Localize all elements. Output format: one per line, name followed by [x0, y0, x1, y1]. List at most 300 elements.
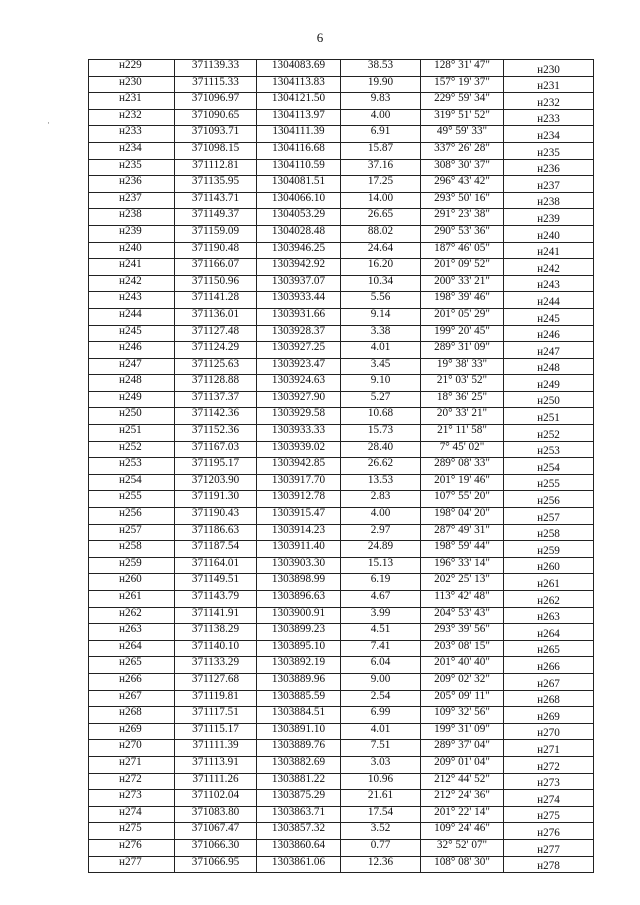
table-row — [89, 192, 594, 209]
distance-cell: 5.27 — [341, 391, 421, 408]
bearing-cell: 289° 08' 33" — [421, 458, 504, 475]
distance-cell: 38.53 — [341, 60, 421, 77]
x-coordinate-cell: 371115.33 — [175, 76, 257, 93]
table-row — [89, 707, 594, 724]
y-coordinate-cell: 1303875.29 — [257, 790, 341, 807]
next-point-cell: н234 — [504, 126, 594, 143]
y-coordinate-cell: 1303889.76 — [257, 740, 341, 757]
point-id-cell: н243 — [89, 292, 175, 309]
table-row — [89, 159, 594, 176]
point-id-cell: н268 — [89, 707, 175, 724]
x-coordinate-cell: 371133.29 — [175, 657, 257, 674]
bearing-cell: 7° 45' 02" — [421, 441, 504, 458]
y-coordinate-cell: 1304053.29 — [257, 209, 341, 226]
distance-cell: 5.56 — [341, 292, 421, 309]
x-coordinate-cell: 371136.01 — [175, 308, 257, 325]
bearing-cell: 32° 52' 07" — [421, 839, 504, 856]
distance-cell: 9.14 — [341, 308, 421, 325]
x-coordinate-cell: 371150.96 — [175, 275, 257, 292]
distance-cell: 4.67 — [341, 591, 421, 608]
table-row — [89, 325, 594, 342]
x-coordinate-cell: 371067.47 — [175, 823, 257, 840]
x-coordinate-cell: 371135.95 — [175, 176, 257, 193]
next-point-cell: н230 — [504, 60, 594, 77]
distance-cell: 14.00 — [341, 192, 421, 209]
x-coordinate-cell: 371159.09 — [175, 225, 257, 242]
table-row — [89, 773, 594, 790]
table-row — [89, 607, 594, 624]
point-id-cell: н269 — [89, 723, 175, 740]
bearing-cell: 202° 25' 13" — [421, 574, 504, 591]
next-point-cell: н269 — [504, 707, 594, 724]
distance-cell: 24.64 — [341, 242, 421, 259]
bearing-cell: 113° 42' 48" — [421, 591, 504, 608]
bearing-cell: 187° 46' 05" — [421, 242, 504, 259]
x-coordinate-cell: 371190.43 — [175, 508, 257, 525]
point-id-cell: н267 — [89, 690, 175, 707]
table-row — [89, 60, 594, 77]
next-point-cell: н258 — [504, 524, 594, 541]
x-coordinate-cell: 371066.30 — [175, 839, 257, 856]
table-row — [89, 557, 594, 574]
y-coordinate-cell: 1304113.83 — [257, 76, 341, 93]
x-coordinate-cell: 371142.36 — [175, 408, 257, 425]
x-coordinate-cell: 371102.04 — [175, 790, 257, 807]
x-coordinate-cell: 371119.81 — [175, 690, 257, 707]
point-id-cell: н274 — [89, 806, 175, 823]
y-coordinate-cell: 1303917.70 — [257, 474, 341, 491]
point-id-cell: н247 — [89, 358, 175, 375]
next-point-cell: н238 — [504, 192, 594, 209]
y-coordinate-cell: 1303889.96 — [257, 673, 341, 690]
point-id-cell: н241 — [89, 259, 175, 276]
x-coordinate-cell: 371149.51 — [175, 574, 257, 591]
next-point-cell: н232 — [504, 93, 594, 110]
y-coordinate-cell: 1303931.66 — [257, 308, 341, 325]
x-coordinate-cell: 371125.63 — [175, 358, 257, 375]
table-row — [89, 673, 594, 690]
table-row — [89, 541, 594, 558]
coordinates-table — [88, 59, 594, 873]
y-coordinate-cell: 1303939.02 — [257, 441, 341, 458]
table-row — [89, 308, 594, 325]
distance-cell: 2.54 — [341, 690, 421, 707]
next-point-cell: н278 — [504, 856, 594, 873]
y-coordinate-cell: 1303899.23 — [257, 624, 341, 641]
y-coordinate-cell: 1304116.68 — [257, 142, 341, 159]
table-row — [89, 591, 594, 608]
point-id-cell: н259 — [89, 557, 175, 574]
y-coordinate-cell: 1303923.47 — [257, 358, 341, 375]
point-id-cell: н276 — [89, 839, 175, 856]
x-coordinate-cell: 371111.26 — [175, 773, 257, 790]
x-coordinate-cell: 371066.95 — [175, 856, 257, 873]
next-point-cell: н249 — [504, 375, 594, 392]
x-coordinate-cell: 371143.71 — [175, 192, 257, 209]
point-id-cell: н272 — [89, 773, 175, 790]
distance-cell: 7.41 — [341, 640, 421, 657]
table-row — [89, 76, 594, 93]
next-point-cell: н257 — [504, 508, 594, 525]
bearing-cell: 293° 39' 56" — [421, 624, 504, 641]
bearing-cell: 157° 19' 37" — [421, 76, 504, 93]
table-row — [89, 342, 594, 359]
next-point-cell: н263 — [504, 607, 594, 624]
bearing-cell: 209° 02' 32" — [421, 673, 504, 690]
table-row — [89, 441, 594, 458]
next-point-cell: н242 — [504, 259, 594, 276]
distance-cell: 37.16 — [341, 159, 421, 176]
bearing-cell: 109° 24' 46" — [421, 823, 504, 840]
x-coordinate-cell: 371113.91 — [175, 756, 257, 773]
distance-cell: 3.99 — [341, 607, 421, 624]
table-row — [89, 408, 594, 425]
bearing-cell: 201° 19' 46" — [421, 474, 504, 491]
point-id-cell: н242 — [89, 275, 175, 292]
bearing-cell: 290° 53' 36" — [421, 225, 504, 242]
bearing-cell: 199° 31' 09" — [421, 723, 504, 740]
y-coordinate-cell: 1303933.33 — [257, 425, 341, 442]
y-coordinate-cell: 1303915.47 — [257, 508, 341, 525]
bearing-cell: 109° 32' 56" — [421, 707, 504, 724]
y-coordinate-cell: 1303927.90 — [257, 391, 341, 408]
next-point-cell: н252 — [504, 425, 594, 442]
y-coordinate-cell: 1304081.51 — [257, 176, 341, 193]
point-id-cell: н266 — [89, 673, 175, 690]
y-coordinate-cell: 1303896.63 — [257, 591, 341, 608]
distance-cell: 26.65 — [341, 209, 421, 226]
point-id-cell: н270 — [89, 740, 175, 757]
next-point-cell: н240 — [504, 225, 594, 242]
distance-cell: 3.03 — [341, 756, 421, 773]
point-id-cell: н232 — [89, 109, 175, 126]
table-row — [89, 574, 594, 591]
next-point-cell: н239 — [504, 209, 594, 226]
bearing-cell: 296° 43' 42" — [421, 176, 504, 193]
bearing-cell: 205° 09' 11" — [421, 690, 504, 707]
distance-cell: 4.00 — [341, 508, 421, 525]
y-coordinate-cell: 1303885.59 — [257, 690, 341, 707]
next-point-cell: н246 — [504, 325, 594, 342]
bearing-cell: 201° 40' 40" — [421, 657, 504, 674]
table-row — [89, 109, 594, 126]
y-coordinate-cell: 1303937.07 — [257, 275, 341, 292]
table-row — [89, 524, 594, 541]
bearing-cell: 200° 33' 21" — [421, 275, 504, 292]
point-id-cell: н244 — [89, 308, 175, 325]
x-coordinate-cell: 371096.97 — [175, 93, 257, 110]
table-row — [89, 806, 594, 823]
point-id-cell: н234 — [89, 142, 175, 159]
x-coordinate-cell: 371124.29 — [175, 342, 257, 359]
distance-cell: 15.87 — [341, 142, 421, 159]
x-coordinate-cell: 371152.36 — [175, 425, 257, 442]
bearing-cell: 128° 31' 47" — [421, 60, 504, 77]
y-coordinate-cell: 1303898.99 — [257, 574, 341, 591]
point-id-cell: н252 — [89, 441, 175, 458]
table-row — [89, 225, 594, 242]
next-point-cell: н268 — [504, 690, 594, 707]
bearing-cell: 19° 38' 33" — [421, 358, 504, 375]
bearing-cell: 289° 31' 09" — [421, 342, 504, 359]
next-point-cell: н253 — [504, 441, 594, 458]
next-point-cell: н261 — [504, 574, 594, 591]
bearing-cell: 308° 30' 37" — [421, 159, 504, 176]
next-point-cell: н256 — [504, 491, 594, 508]
y-coordinate-cell: 1303861.06 — [257, 856, 341, 873]
point-id-cell: н248 — [89, 375, 175, 392]
table-row — [89, 508, 594, 525]
point-id-cell: н246 — [89, 342, 175, 359]
x-coordinate-cell: 371166.07 — [175, 259, 257, 276]
distance-cell: 26.62 — [341, 458, 421, 475]
next-point-cell: н265 — [504, 640, 594, 657]
table-row — [89, 740, 594, 757]
distance-cell: 0.77 — [341, 839, 421, 856]
table-row — [89, 142, 594, 159]
next-point-cell: н241 — [504, 242, 594, 259]
x-coordinate-cell: 371112.81 — [175, 159, 257, 176]
x-coordinate-cell: 371140.10 — [175, 640, 257, 657]
point-id-cell: н261 — [89, 591, 175, 608]
distance-cell: 9.10 — [341, 375, 421, 392]
next-point-cell: н251 — [504, 408, 594, 425]
distance-cell: 4.01 — [341, 342, 421, 359]
y-coordinate-cell: 1303924.63 — [257, 375, 341, 392]
y-coordinate-cell: 1303927.25 — [257, 342, 341, 359]
bearing-cell: 229° 59' 34" — [421, 93, 504, 110]
y-coordinate-cell: 1303881.22 — [257, 773, 341, 790]
table-row — [89, 259, 594, 276]
next-point-cell: н236 — [504, 159, 594, 176]
distance-cell: 88.02 — [341, 225, 421, 242]
y-coordinate-cell: 1303857.32 — [257, 823, 341, 840]
table-row — [89, 391, 594, 408]
table-row — [89, 425, 594, 442]
x-coordinate-cell: 371127.68 — [175, 673, 257, 690]
next-point-cell: н254 — [504, 458, 594, 475]
point-id-cell: н273 — [89, 790, 175, 807]
x-coordinate-cell: 371139.33 — [175, 60, 257, 77]
distance-cell: 10.96 — [341, 773, 421, 790]
bearing-cell: 21° 11' 58" — [421, 425, 504, 442]
distance-cell: 9.83 — [341, 93, 421, 110]
point-id-cell: н231 — [89, 93, 175, 110]
point-id-cell: н249 — [89, 391, 175, 408]
x-coordinate-cell: 371143.79 — [175, 591, 257, 608]
distance-cell: 2.83 — [341, 491, 421, 508]
distance-cell: 4.51 — [341, 624, 421, 641]
point-id-cell: н230 — [89, 76, 175, 93]
next-point-cell: н276 — [504, 823, 594, 840]
x-coordinate-cell: 371138.29 — [175, 624, 257, 641]
point-id-cell: н275 — [89, 823, 175, 840]
point-id-cell: н256 — [89, 508, 175, 525]
table-row — [89, 474, 594, 491]
x-coordinate-cell: 371187.54 — [175, 541, 257, 558]
y-coordinate-cell: 1303929.58 — [257, 408, 341, 425]
point-id-cell: н237 — [89, 192, 175, 209]
distance-cell: 28.40 — [341, 441, 421, 458]
next-point-cell: н275 — [504, 806, 594, 823]
x-coordinate-cell: 371164.01 — [175, 557, 257, 574]
next-point-cell: н274 — [504, 790, 594, 807]
y-coordinate-cell: 1303863.71 — [257, 806, 341, 823]
x-coordinate-cell: 371137.37 — [175, 391, 257, 408]
point-id-cell: н236 — [89, 176, 175, 193]
y-coordinate-cell: 1303860.64 — [257, 839, 341, 856]
next-point-cell: н277 — [504, 839, 594, 856]
point-id-cell: н265 — [89, 657, 175, 674]
next-point-cell: н271 — [504, 740, 594, 757]
table-row — [89, 657, 594, 674]
table-row — [89, 176, 594, 193]
next-point-cell: н267 — [504, 673, 594, 690]
bearing-cell: 108° 08' 30" — [421, 856, 504, 873]
y-coordinate-cell: 1303942.85 — [257, 458, 341, 475]
bearing-cell: 201° 22' 14" — [421, 806, 504, 823]
x-coordinate-cell: 371195.17 — [175, 458, 257, 475]
y-coordinate-cell: 1304113.97 — [257, 109, 341, 126]
next-point-cell: н245 — [504, 308, 594, 325]
table-row — [89, 275, 594, 292]
distance-cell: 17.25 — [341, 176, 421, 193]
coordinates-table-body — [89, 60, 594, 873]
table-row — [89, 458, 594, 475]
y-coordinate-cell: 1303914.23 — [257, 524, 341, 541]
distance-cell: 15.13 — [341, 557, 421, 574]
next-point-cell: н235 — [504, 142, 594, 159]
next-point-cell: н264 — [504, 624, 594, 641]
y-coordinate-cell: 1303900.91 — [257, 607, 341, 624]
table-row — [89, 292, 594, 309]
point-id-cell: н245 — [89, 325, 175, 342]
x-coordinate-cell: 371149.37 — [175, 209, 257, 226]
y-coordinate-cell: 1303895.10 — [257, 640, 341, 657]
distance-cell: 3.45 — [341, 358, 421, 375]
distance-cell: 9.00 — [341, 673, 421, 690]
next-point-cell: н237 — [504, 176, 594, 193]
y-coordinate-cell: 1303942.92 — [257, 259, 341, 276]
bearing-cell: 198° 39' 46" — [421, 292, 504, 309]
bearing-cell: 204° 53' 43" — [421, 607, 504, 624]
bearing-cell: 199° 20' 45" — [421, 325, 504, 342]
x-coordinate-cell: 371111.39 — [175, 740, 257, 757]
y-coordinate-cell: 1303884.51 — [257, 707, 341, 724]
distance-cell: 19.90 — [341, 76, 421, 93]
next-point-cell: н244 — [504, 292, 594, 309]
y-coordinate-cell: 1304121.50 — [257, 93, 341, 110]
y-coordinate-cell: 1303933.44 — [257, 292, 341, 309]
x-coordinate-cell: 371083.80 — [175, 806, 257, 823]
x-coordinate-cell: 371098.15 — [175, 142, 257, 159]
distance-cell: 15.73 — [341, 425, 421, 442]
y-coordinate-cell: 1303882.69 — [257, 756, 341, 773]
distance-cell: 6.99 — [341, 707, 421, 724]
bearing-cell: 209° 01' 04" — [421, 756, 504, 773]
bearing-cell: 201° 09' 52" — [421, 259, 504, 276]
distance-cell: 3.52 — [341, 823, 421, 840]
point-id-cell: н240 — [89, 242, 175, 259]
point-id-cell: н257 — [89, 524, 175, 541]
x-coordinate-cell: 371093.71 — [175, 126, 257, 143]
bearing-cell: 319° 51' 52" — [421, 109, 504, 126]
next-point-cell: н247 — [504, 342, 594, 359]
bearing-cell: 196° 33' 14" — [421, 557, 504, 574]
table-row — [89, 856, 594, 873]
next-point-cell: н262 — [504, 591, 594, 608]
page-number: 6 — [316, 30, 324, 45]
bearing-cell: 21° 03' 52" — [421, 375, 504, 392]
point-id-cell: н255 — [89, 491, 175, 508]
margin-mark: · — [47, 118, 50, 128]
next-point-cell: н243 — [504, 275, 594, 292]
table-row — [89, 640, 594, 657]
bearing-cell: 337° 26' 28" — [421, 142, 504, 159]
x-coordinate-cell: 371203.90 — [175, 474, 257, 491]
distance-cell: 6.04 — [341, 657, 421, 674]
table-row — [89, 839, 594, 856]
table-row — [89, 242, 594, 259]
distance-cell: 24.89 — [341, 541, 421, 558]
y-coordinate-cell: 1303892.19 — [257, 657, 341, 674]
distance-cell: 2.97 — [341, 524, 421, 541]
y-coordinate-cell: 1304028.48 — [257, 225, 341, 242]
bearing-cell: 107° 55' 20" — [421, 491, 504, 508]
table-row — [89, 375, 594, 392]
point-id-cell: н251 — [89, 425, 175, 442]
x-coordinate-cell: 371191.30 — [175, 491, 257, 508]
bearing-cell: 291° 23' 38" — [421, 209, 504, 226]
distance-cell: 4.00 — [341, 109, 421, 126]
y-coordinate-cell: 1303911.40 — [257, 541, 341, 558]
y-coordinate-cell: 1303928.37 — [257, 325, 341, 342]
point-id-cell: н238 — [89, 209, 175, 226]
table-row — [89, 756, 594, 773]
point-id-cell: н253 — [89, 458, 175, 475]
bearing-cell: 293° 50' 16" — [421, 192, 504, 209]
table-row — [89, 790, 594, 807]
table-row — [89, 823, 594, 840]
y-coordinate-cell: 1303903.30 — [257, 557, 341, 574]
bearing-cell: 20° 33' 21" — [421, 408, 504, 425]
distance-cell: 16.20 — [341, 259, 421, 276]
bearing-cell: 49° 59' 33" — [421, 126, 504, 143]
bearing-cell: 198° 04' 20" — [421, 508, 504, 525]
point-id-cell: н250 — [89, 408, 175, 425]
distance-cell: 10.68 — [341, 408, 421, 425]
point-id-cell: н271 — [89, 756, 175, 773]
next-point-cell: н270 — [504, 723, 594, 740]
bearing-cell: 201° 05' 29" — [421, 308, 504, 325]
distance-cell: 7.51 — [341, 740, 421, 757]
x-coordinate-cell: 371141.91 — [175, 607, 257, 624]
point-id-cell: н258 — [89, 541, 175, 558]
next-point-cell: н266 — [504, 657, 594, 674]
y-coordinate-cell: 1303912.78 — [257, 491, 341, 508]
bearing-cell: 212° 24' 36" — [421, 790, 504, 807]
next-point-cell: н273 — [504, 773, 594, 790]
bearing-cell: 289° 37' 04" — [421, 740, 504, 757]
bearing-cell: 287° 49' 31" — [421, 524, 504, 541]
distance-cell: 10.34 — [341, 275, 421, 292]
next-point-cell: н260 — [504, 557, 594, 574]
bearing-cell: 18° 36' 25" — [421, 391, 504, 408]
table-row — [89, 209, 594, 226]
distance-cell: 4.01 — [341, 723, 421, 740]
distance-cell: 6.91 — [341, 126, 421, 143]
next-point-cell: н248 — [504, 358, 594, 375]
